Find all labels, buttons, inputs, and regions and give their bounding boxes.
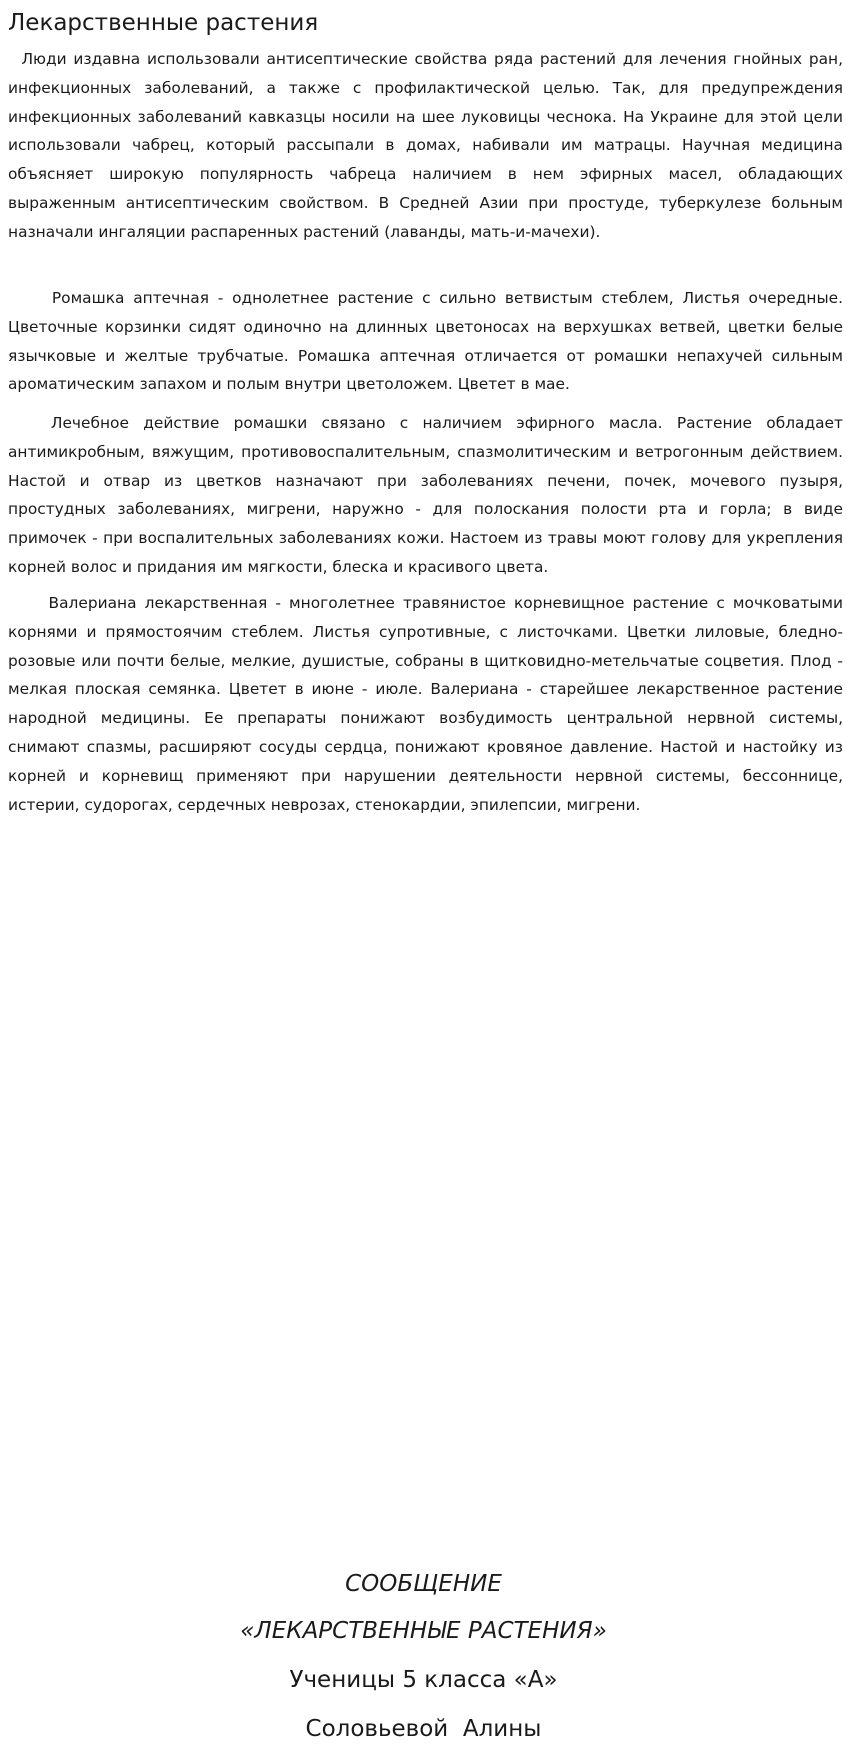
- paragraph-antiseptic-plants: Люди издавна использовали антисептические свойства ряда растений для лечения гнойных ран, инфекционных заболеваний, а также с профилактической целью. Так, для предупреждения инфекционных заболеваний кавказцы носили на шее луковицы чеснока. На Украине для этой цели использовали чабрец, который рассыпали в домах, набивали им матрацы. Научная медицина объясняет широкую популярность чабреца наличием в нем эфирных масел, обладающих выраженным антисептическим свойством. В Средней Азии при простуде, туберкулезе больным назначали ингаляции распаренных растений (лаванды, мать-и-мачехи).: [8, 50, 843, 241]
- paragraph-valerian: Валериана лекарственная - многолетнее травянистое корневищное растение с мочковатыми корнями и прямостоячим стеблем. Листья супротивные, с листочками. Цветки лиловые, бледно-розовые или почти белые, мелкие, душистые, собраны в щитковидно-метельчатые соцветия. Плод - мелкая плоская семянка. Цветет в июне - июле. Валериана - старейшее лекарственное растение народной медицины. Ее препараты понижают возбудимость центральной нервной системы, снимают спазмы, расширяют сосуды сердца, понижают кровяное давление. Настой и настойку из корней и корневищ применяют при нарушении деятельности нервной системы, бессоннице, истерии, судорогах, сердечных неврозах, стенокардии, эпилепсии, мигрени.: [8, 594, 843, 814]
- cover-student-name: Соловьевой Алины: [305, 1716, 542, 1742]
- cover-heading: СООБЩЕНИЕ: [345, 1571, 502, 1597]
- paragraph-chamomile-action: Лечебное действие ромашки связано с наличием эфирного масла. Растение обладает антимикробным, вяжущим, противовоспалительным, спазмолитическим и ветрогонным действием. Настой и отвар из цветков назначают при заболеваниях печени, почек, мочевого пузыря, простудных заболеваниях, мигрени, наружно - для полоскания полости рта и горла; в виде примочек - при воспалительных заболеваниях кожи. Настоем из травы моют голову для укрепления корней волос и придания им мягкости, блеска и красивого цвета.: [8, 414, 843, 576]
- page-title: Лекарственные растения: [8, 10, 319, 36]
- paragraph-chamomile-description: Ромашка аптечная - однолетнее растение с сильно ветвистым стеблем, Листья очередные. Цветочные корзинки сидят одиночно на длинных цветоносах на верхушках ветвей, цветки белые язычковые и желтые трубчатые. Ромашка аптечная отличается от ромашки непахучей сильным ароматическим запахом и полым внутри цветоложем. Цветет в мае.: [8, 289, 843, 394]
- cover-subject: «ЛЕКАРСТВЕННЫЕ РАСТЕНИЯ»: [240, 1618, 607, 1644]
- cover-student-class: Ученицы 5 класса «А»: [289, 1667, 558, 1693]
